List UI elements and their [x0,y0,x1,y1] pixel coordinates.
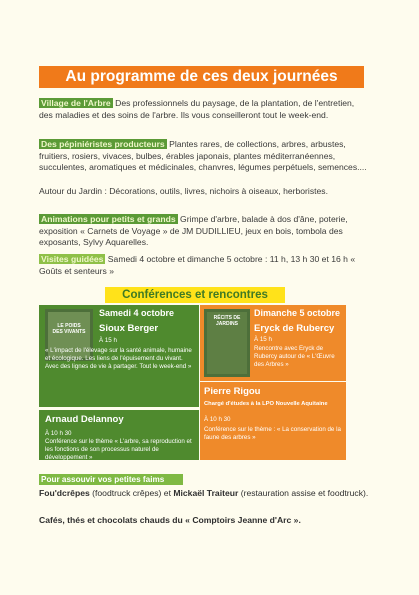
cafes-text: Cafés, thés et chocolats chauds du « [39,515,193,525]
rigou-time: À 10 h 30 [204,416,231,423]
village-tag: Village de l'Arbre [41,98,111,108]
book-title: RÉCITS DE JARDINS [213,315,241,327]
foodtruck-line [39,488,369,500]
mickael-traiteur-name: Mickaël Traiteur [173,488,239,498]
village-text: Des professionnels du paysage, de la plantation, de l'entretien, des maladies et des soins de l'arbre. Ils vous conseilleront tout le week-end. [39,98,355,120]
animations-text: Grimpe d'arbre, balade à dos d'âne, poterie, exposition « Carnets de Voyage » de JM DUDILLIEU, jeux en bois, tombola des exposants, Sylvy Aquarelles. [39,214,348,248]
eryck-desc: Rencontre avec Eryck de Rubercy autour de « L'Œuvre des Arbres » [254,345,335,368]
rigou-box [200,382,346,460]
rigou-desc: Conférence sur le thème : « La conservation de la faune des arbres » [204,426,341,441]
sioux-berger-name: Sioux Berger [99,323,159,334]
faim-tag: Pour assouvir vos petites faims [39,474,183,485]
pepinieristes-tag: Des pépiniéristes producteurs [41,139,165,149]
village-section [39,98,369,121]
rigou-role: Chargé d'études à la LPO Nouvelle Aquitaine [204,401,328,407]
comptoirs-name: Comptoirs Jeanne d'Arc [192,515,292,525]
pepinieristes-text: Plantes rares, de collections, arbres, arbustes, fruitiers, rosiers, vivaces, bulbes, érables japonais, plantes méditerranéennes, succulentes, aromatiques et médicinales, chanvres, légumes perpétuels, semences.... [39,139,367,173]
visites-section [39,254,369,277]
book-title: LE POIDS DES VIVANTS [52,323,86,335]
book-cover-image [204,309,250,377]
page-title: Au programme de ces deux journées [39,66,364,88]
delannoy-box [39,410,199,460]
visites-text: Samedi 4 octobre et dimanche 5 octobre : 11 h, 13 h 30 et 16 h « Goûts et senteurs » [39,254,356,276]
animations-tag: Animations pour petits et grands [41,214,176,224]
conferences-heading: Conférences et rencontres [105,287,285,303]
animations-section [39,214,369,249]
foodtruck-text: (foodtruck crêpes) et [89,488,174,498]
cafes-line [39,515,369,527]
sioux-desc: « L'impact de l'élevage sur la santé animale, humaine et écologique. Les liens de l'épuisement du vivant. Avec des lignes de vie à partager. Tout le week-end » [45,347,192,370]
pierre-rigou-name: Pierre Rigou [204,386,261,397]
jardin-text: Autour du Jardin : Décorations, outils, livres, nichoirs à oiseaux, herboristes. [39,186,328,196]
dimanche-date: Dimanche 5 octobre [254,308,341,318]
pepinieristes-section [39,139,369,174]
delannoy-desc: Conférence sur le thème « L'arbre, sa reproduction et les fonctions de son processus naturel de développement » [45,438,192,461]
delannoy-time: À 10 h 30 [45,430,72,437]
sioux-time: À 15 h [99,337,117,344]
dimanche-box [200,305,346,381]
visites-tag: Visites guidées [41,254,104,264]
arnaud-delannoy-name: Arnaud Delannoy [45,414,124,425]
eryck-de-rubercy-name: Eryck de Rubercy [254,323,335,334]
cafes-end: ». [291,515,301,525]
foudcrepes-name: Fou'dcrêpes [39,488,90,498]
samedi-box [39,305,199,407]
restauration-text: (restauration assise et foodtruck). [238,488,369,498]
eryck-time: À 15 h [254,336,272,343]
samedi-date: Samedi 4 octobre [99,308,175,318]
